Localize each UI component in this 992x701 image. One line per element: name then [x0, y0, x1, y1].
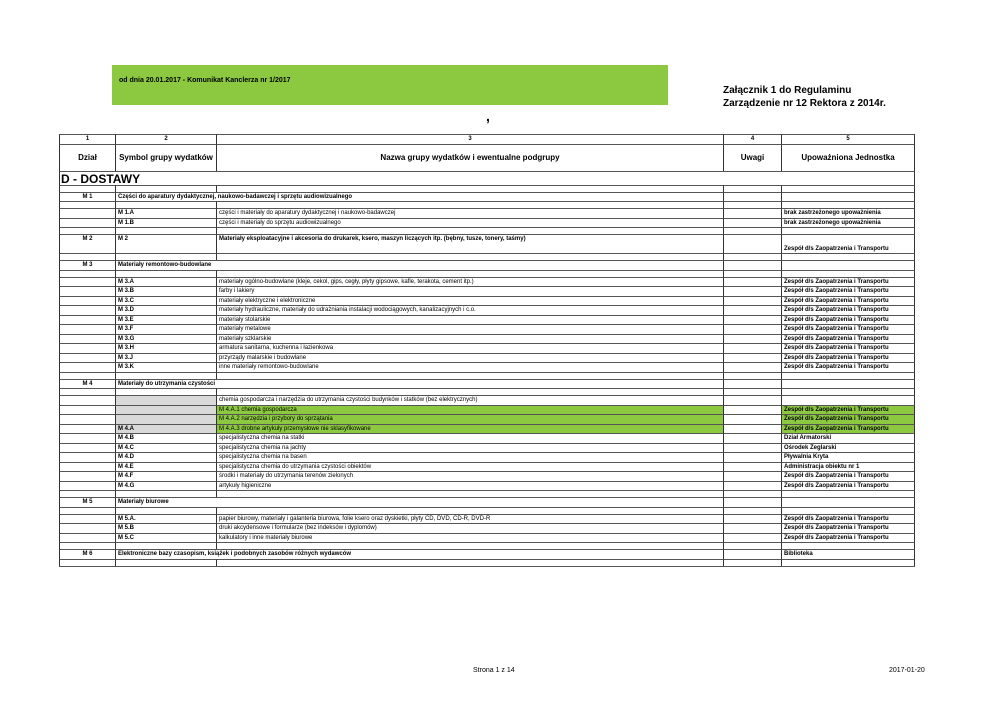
dzial-cell	[59, 277, 115, 287]
empty-cell	[59, 201, 115, 208]
empty-cell	[115, 372, 216, 379]
empty-cell	[781, 253, 915, 260]
dzial-cell	[59, 334, 115, 344]
uwagi-cell	[723, 234, 781, 253]
symbol-cell: M 3.A	[115, 277, 216, 287]
dzial-cell	[59, 218, 115, 228]
col-number-1: 1	[59, 134, 115, 144]
blank-row	[59, 490, 915, 497]
empty-cell	[59, 542, 115, 549]
header-banner	[112, 65, 668, 105]
name-cell: materiały ogólno-budowlane (kleje, cekol, gips, cegły, płyty gipsowe, kafle, terakota, cement itp.)	[216, 277, 723, 287]
unit-cell: Zespół d/s Zaopatrzenia i Transportu	[781, 424, 915, 434]
uwagi-cell	[723, 362, 781, 372]
name-cell: chemia gospodarcza i narzędzia do utrzymania czystości budynków i statków (bez elektrycznych)	[216, 395, 723, 405]
header-dzial: Dział	[59, 144, 115, 171]
unit-cell: brak zastrzeżonego upoważnienia	[781, 208, 915, 218]
uwagi-cell	[723, 549, 781, 559]
dzial-cell	[59, 286, 115, 296]
blank-row	[59, 185, 915, 192]
empty-cell	[216, 270, 723, 277]
empty-cell	[216, 372, 723, 379]
unit-cell: Zespół d/s Zaopatrzenia i Transportu	[781, 296, 915, 306]
uwagi-cell	[723, 471, 781, 481]
unit-cell: Zespół d/s Zaopatrzenia i Transportu	[781, 471, 915, 481]
empty-cell	[781, 559, 915, 566]
blank-row	[59, 559, 915, 566]
section-title: D - DOSTAWY	[59, 171, 915, 185]
group-label: Materiały remontowo-budowlane	[115, 260, 723, 270]
uwagi-cell	[723, 260, 781, 270]
item-row	[59, 218, 915, 228]
uwagi-cell	[723, 379, 781, 389]
name-cell: materiały szklarskie	[216, 334, 723, 344]
unit-cell: Pływalnia Kryta	[781, 452, 915, 462]
page-number: Strona 1 z 14	[473, 667, 515, 674]
name-cell: materiały stolarskie	[216, 315, 723, 325]
empty-cell	[216, 507, 723, 514]
empty-cell	[723, 388, 781, 395]
unit-cell: Zespół d/s Zaopatrzenia i Transportu	[781, 362, 915, 372]
unit-cell: Zespół d/s Zaopatrzenia i Transportu	[781, 353, 915, 363]
dzial-cell	[59, 208, 115, 218]
annex-note	[723, 84, 886, 110]
empty-cell	[115, 253, 216, 260]
empty-cell	[723, 270, 781, 277]
symbol-cell: M 4.E	[115, 462, 216, 472]
dzial-cell	[59, 462, 115, 472]
empty-cell	[781, 372, 915, 379]
item-row	[59, 324, 915, 334]
item-row	[59, 452, 915, 462]
item-row	[59, 362, 915, 372]
item-row	[59, 443, 915, 453]
dzial-cell	[59, 395, 115, 405]
symbol-cell: M 4.A	[115, 424, 216, 434]
uwagi-cell	[723, 208, 781, 218]
symbol-cell: M 3.C	[115, 296, 216, 306]
dzial-cell	[59, 305, 115, 315]
unit-cell: Zespół d/s Zaopatrzenia i Transportu	[781, 286, 915, 296]
item-row	[59, 471, 915, 481]
unit-cell: Zespół d/s Zaopatrzenia i Transportu	[781, 414, 915, 424]
unit-cell: Administracja obiektu nr 1	[781, 462, 915, 472]
annex-line-2: Zarządzenie nr 12 Rektora z 2014r.	[723, 98, 886, 109]
footer-date: 2017-01-20	[889, 667, 925, 674]
uwagi-cell	[723, 514, 781, 524]
empty-cell	[723, 227, 781, 234]
name-cell: artykuły higieniczne	[216, 481, 723, 491]
name-cell: armatura sanitarna, kuchenna i łazienkowa	[216, 343, 723, 353]
item-row	[59, 523, 915, 533]
unit-cell: Zespół d/s Zaopatrzenia i Transportu	[781, 514, 915, 524]
uwagi-cell	[723, 218, 781, 228]
name-cell: specjalistyczna chemia na statki	[216, 433, 723, 443]
blank-row	[59, 253, 915, 260]
symbol-cell: M 3.K	[115, 362, 216, 372]
empty-cell	[59, 507, 115, 514]
name-cell: druki akcydensowe i formularze (bez indeksów i dyplomów)	[216, 523, 723, 533]
empty-cell	[723, 507, 781, 514]
group-row	[59, 549, 915, 559]
unit-cell	[781, 260, 915, 270]
symbol-cell	[115, 405, 216, 415]
name-cell: M 4.A.3 drobne artykuły przemysłowe nie sklasyfikowane	[216, 424, 723, 434]
dzial-cell	[59, 481, 115, 491]
uwagi-cell	[723, 443, 781, 453]
empty-cell	[59, 490, 115, 497]
name-cell: M 4.A.1 chemia gospodarcza	[216, 405, 723, 415]
group-label: Elektroniczne bazy czasopism, książek i podobnych zasobów różnych wydawców	[115, 549, 723, 559]
col-number-4: 4	[723, 134, 781, 144]
unit-cell: Zespół d/s Zaopatrzenia i Transportu	[781, 305, 915, 315]
dzial-cell: M 3	[59, 260, 115, 270]
empty-cell	[723, 185, 781, 192]
symbol-cell: M 1.B	[115, 218, 216, 228]
symbol-cell: M 4.C	[115, 443, 216, 453]
empty-cell	[59, 270, 115, 277]
empty-cell	[115, 542, 216, 549]
unit-cell: Zespół d/s Zaopatrzenia i Transportu	[781, 523, 915, 533]
empty-cell	[781, 270, 915, 277]
dzial-cell	[59, 424, 115, 434]
name-cell: Materiały eksploatacyjne i akcesoria do drukarek, ksero, maszyn liczących itp. (bębny, tusze, tonery, taśmy)	[216, 234, 723, 253]
symbol-cell	[115, 395, 216, 405]
empty-cell	[115, 559, 216, 566]
uwagi-cell	[723, 343, 781, 353]
dzial-cell	[59, 296, 115, 306]
name-cell: farby i lakiery	[216, 286, 723, 296]
group-label: Materiały biurowe	[115, 497, 723, 507]
symbol-cell	[115, 414, 216, 424]
name-cell: środki i materiały do utrzymania terenów zielonych	[216, 471, 723, 481]
symbol-cell: M 5.B	[115, 523, 216, 533]
symbol-cell: M 3.B	[115, 286, 216, 296]
name-cell: części i materiały do aparatury dydaktycznej i naukowo-badawczej	[216, 208, 723, 218]
empty-cell	[781, 227, 915, 234]
empty-cell	[723, 542, 781, 549]
uwagi-cell	[723, 277, 781, 287]
dzial-cell	[59, 324, 115, 334]
header-unit: Upoważniona Jednostka	[781, 144, 915, 171]
dzial-cell	[59, 353, 115, 363]
blank-row	[59, 270, 915, 277]
uwagi-cell	[723, 462, 781, 472]
name-cell: części i materiały do sprzętu audiowizualnego	[216, 218, 723, 228]
empty-cell	[781, 185, 915, 192]
symbol-cell: M 2	[115, 234, 216, 253]
empty-cell	[216, 490, 723, 497]
uwagi-cell	[723, 353, 781, 363]
blank-row	[59, 388, 915, 395]
name-cell: papier biurowy, materiały i galanteria biurowa, folie ksero oraz dyskietki, płyty CD, DVD, CD-R, DVD-R	[216, 514, 723, 524]
dzial-cell	[59, 343, 115, 353]
unit-cell: Zespół d/s Zaopatrzenia i Transportu	[781, 324, 915, 334]
item-row	[59, 305, 915, 315]
name-cell: materiały hydrauliczne, materiały do udrażniania instalacji wodociągowych, kanalizacyjnych i c.o.	[216, 305, 723, 315]
empty-cell	[216, 227, 723, 234]
uwagi-cell	[723, 533, 781, 543]
unit-cell: Zespół d/s Zaopatrzenia i Transportu	[781, 343, 915, 353]
blank-row	[59, 542, 915, 549]
dzial-cell	[59, 443, 115, 453]
col-number-2: 2	[115, 134, 216, 144]
blank-row	[59, 201, 915, 208]
name-cell: przyrządy malarskie i budowlane	[216, 353, 723, 363]
name-cell: specjalistyczna chemia na jachty	[216, 443, 723, 453]
item-row	[59, 433, 915, 443]
name-cell: inne materiały remontowo-budowlane	[216, 362, 723, 372]
uwagi-cell	[723, 324, 781, 334]
empty-cell	[723, 559, 781, 566]
group-row	[59, 379, 915, 389]
empty-cell	[59, 253, 115, 260]
symbol-cell: M 4.D	[115, 452, 216, 462]
empty-cell	[115, 388, 216, 395]
empty-cell	[59, 372, 115, 379]
empty-cell	[115, 507, 216, 514]
unit-cell	[781, 379, 915, 389]
empty-cell	[216, 253, 723, 260]
dzial-cell: M 5	[59, 497, 115, 507]
annex-line-1: Załącznik 1 do Regulaminu	[723, 85, 852, 96]
unit-cell: Zespół d/s Zaopatrzenia i Transportu	[781, 315, 915, 325]
empty-cell	[59, 227, 115, 234]
item-row	[59, 462, 915, 472]
group-row	[59, 192, 915, 202]
dzial-cell	[59, 315, 115, 325]
header-symbol: Symbol grupy wydatków	[115, 144, 216, 171]
name-cell: specjalistyczna chemia na basen	[216, 452, 723, 462]
col-number-3: 3	[216, 134, 723, 144]
blank-row	[59, 227, 915, 234]
stray-mark: ,	[486, 108, 490, 124]
item-row	[59, 414, 915, 424]
dzial-cell: M 4	[59, 379, 115, 389]
dzial-cell	[59, 405, 115, 415]
group-row	[59, 260, 915, 270]
expense-table	[59, 134, 915, 567]
item-row	[59, 514, 915, 524]
table-bottom-border	[59, 566, 915, 567]
empty-cell	[723, 201, 781, 208]
dzial-cell	[59, 452, 115, 462]
empty-cell	[723, 253, 781, 260]
empty-cell	[216, 388, 723, 395]
dzial-cell	[59, 533, 115, 543]
section-title-row	[59, 171, 915, 185]
empty-cell	[59, 388, 115, 395]
item-row	[59, 353, 915, 363]
item-row	[59, 315, 915, 325]
item-row	[59, 296, 915, 306]
item-row	[59, 533, 915, 543]
symbol-cell: M 3.F	[115, 324, 216, 334]
unit-cell: brak zastrzeżonego upoważnienia	[781, 218, 915, 228]
symbol-cell: M 3.E	[115, 315, 216, 325]
header-name: Nazwa grupy wydatków i ewentualne podgrupy	[216, 144, 723, 171]
empty-cell	[781, 201, 915, 208]
symbol-cell: M 1.A	[115, 208, 216, 218]
item-row	[59, 208, 915, 218]
symbol-cell: M 5.C	[115, 533, 216, 543]
item-row	[59, 334, 915, 344]
dzial-cell	[59, 362, 115, 372]
empty-cell	[216, 542, 723, 549]
empty-cell	[781, 507, 915, 514]
uwagi-cell	[723, 452, 781, 462]
name-cell: M 4.A.2 narzędzia i przybory do sprzątania	[216, 414, 723, 424]
uwagi-cell	[723, 414, 781, 424]
unit-cell	[781, 234, 915, 253]
dzial-cell	[59, 414, 115, 424]
symbol-cell: M 4.B	[115, 433, 216, 443]
dzial-cell	[59, 523, 115, 533]
uwagi-cell	[723, 315, 781, 325]
uwagi-cell	[723, 192, 781, 202]
empty-cell	[723, 490, 781, 497]
empty-cell	[723, 372, 781, 379]
blank-row	[59, 507, 915, 514]
group-label: Materiały do utrzymania czystości	[115, 379, 723, 389]
item-row	[59, 424, 915, 434]
empty-cell	[115, 270, 216, 277]
item-row	[59, 405, 915, 415]
dzial-cell: M 1	[59, 192, 115, 202]
empty-cell	[781, 542, 915, 549]
uwagi-cell	[723, 334, 781, 344]
symbol-cell: M 3.D	[115, 305, 216, 315]
name-cell: materiały metalowe	[216, 324, 723, 334]
empty-cell	[59, 559, 115, 566]
unit-cell	[781, 192, 915, 202]
symbol-cell: M 3.J	[115, 353, 216, 363]
column-number-row	[59, 134, 915, 144]
symbol-cell: M 4.F	[115, 471, 216, 481]
item-row	[59, 277, 915, 287]
group-row	[59, 497, 915, 507]
symbol-cell: M 3.H	[115, 343, 216, 353]
unit-cell: Zespół d/s Zaopatrzenia i Transportu	[781, 481, 915, 491]
empty-cell	[781, 388, 915, 395]
unit-cell: Zespół d/s Zaopatrzenia i Transportu	[781, 334, 915, 344]
unit-label: Zespół d/s Zaopatrzenia i Transportu	[784, 245, 889, 252]
empty-cell	[781, 490, 915, 497]
dzial-cell: M 2	[59, 234, 115, 253]
unit-cell: Ośrodek Żeglarski	[781, 443, 915, 453]
empty-cell	[115, 490, 216, 497]
uwagi-cell	[723, 286, 781, 296]
unit-cell: Zespół d/s Zaopatrzenia i Transportu	[781, 533, 915, 543]
empty-cell	[115, 201, 216, 208]
dzial-cell	[59, 514, 115, 524]
dzial-cell	[59, 433, 115, 443]
item-row	[59, 286, 915, 296]
name-cell: materiały elektryczne i elektroniczne	[216, 296, 723, 306]
banner-text: od dnia 20.01.2017 - Komunikat Kanclerza nr 1/2017	[119, 77, 291, 84]
unit-cell	[781, 497, 915, 507]
uwagi-cell	[723, 497, 781, 507]
symbol-cell: M 4.G	[115, 481, 216, 491]
column-header-row	[59, 144, 915, 171]
unit-cell	[781, 395, 915, 405]
uwagi-cell	[723, 424, 781, 434]
group-row	[59, 234, 915, 253]
unit-cell: Biblioteka	[781, 549, 915, 559]
item-row	[59, 395, 915, 405]
unit-cell: Zespół d/s Zaopatrzenia i Transportu	[781, 277, 915, 287]
empty-cell	[216, 185, 723, 192]
empty-cell	[115, 185, 216, 192]
name-cell: specjalistyczna chemia do utrzymania czystości obiektów	[216, 462, 723, 472]
uwagi-cell	[723, 405, 781, 415]
header-uwagi: Uwagi	[723, 144, 781, 171]
col-number-5: 5	[781, 134, 915, 144]
uwagi-cell	[723, 481, 781, 491]
empty-cell	[59, 185, 115, 192]
empty-cell	[216, 201, 723, 208]
uwagi-cell	[723, 433, 781, 443]
symbol-cell: M 3.G	[115, 334, 216, 344]
group-label: Części do aparatury dydaktycznej, naukowo-badawczej i sprzętu audiowizualnego	[115, 192, 723, 202]
empty-cell	[216, 559, 723, 566]
symbol-cell: M 5.A.	[115, 514, 216, 524]
name-cell: kalkulatory i inne materiały biurowe	[216, 533, 723, 543]
blank-row	[59, 372, 915, 379]
unit-cell: Dział Armatorski	[781, 433, 915, 443]
item-row	[59, 481, 915, 491]
uwagi-cell	[723, 523, 781, 533]
uwagi-cell	[723, 305, 781, 315]
dzial-cell	[59, 471, 115, 481]
uwagi-cell	[723, 296, 781, 306]
empty-cell	[115, 227, 216, 234]
uwagi-cell	[723, 395, 781, 405]
dzial-cell: M 6	[59, 549, 115, 559]
unit-cell: Zespół d/s Zaopatrzenia i Transportu	[781, 405, 915, 415]
item-row	[59, 343, 915, 353]
